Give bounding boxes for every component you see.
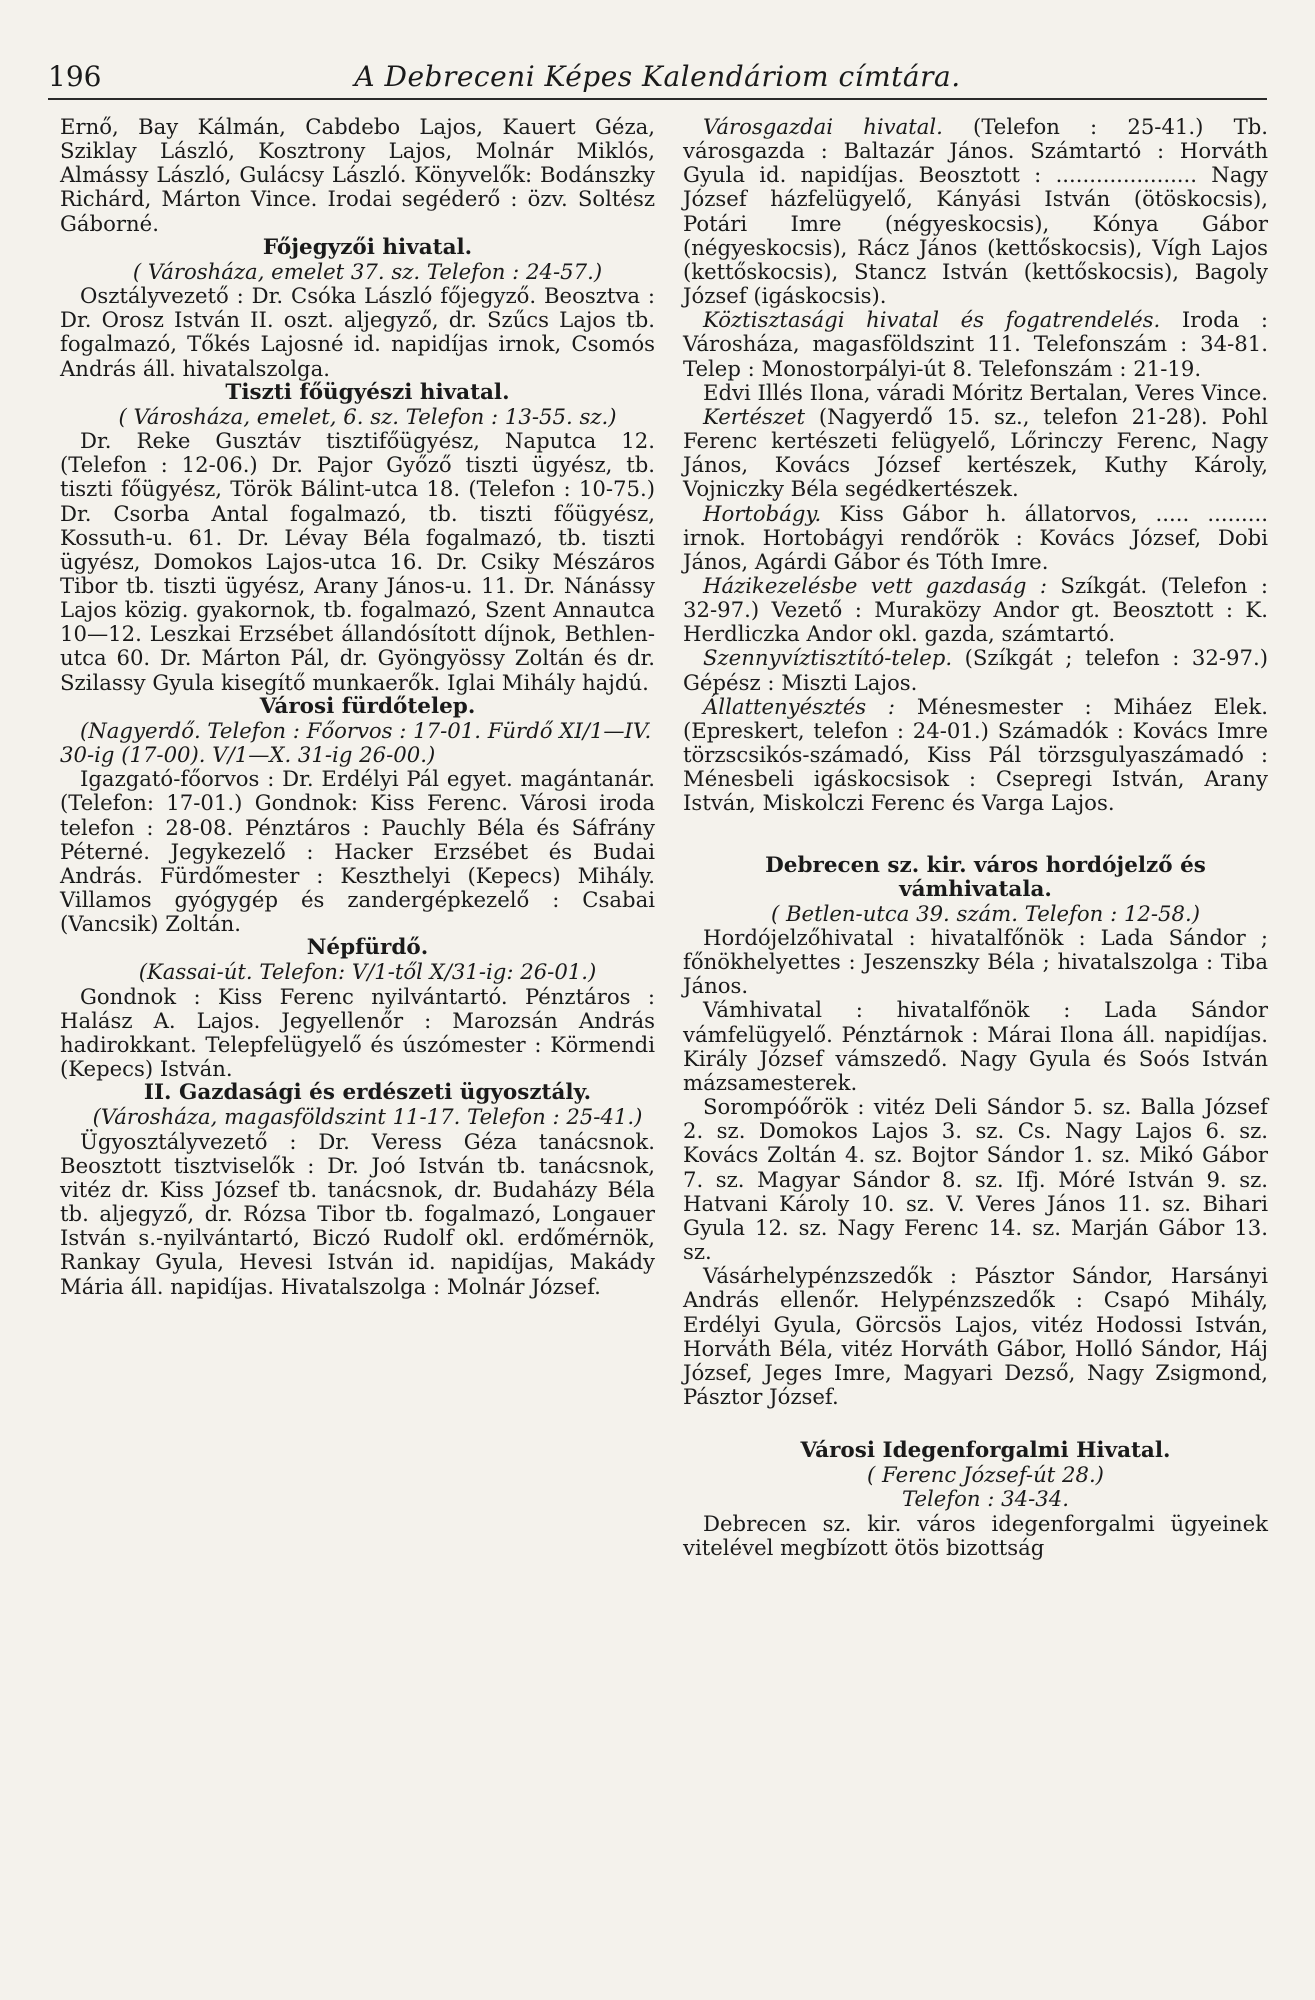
section-title-nepfurdo: Népfürdő. (306, 935, 429, 961)
intro-paragraph: Ernő, Bay Kálmán, Cabdebo Lajos, Kauert Géza, Sziklay László, Kosztrony Lajos, Molnár Miklós, Almássy László, Gulácsy László. Könyvelők: Bodánszky Richárd, Márton Vince. Irodai segéderő : özv. Soltész Gáborné. (60, 114, 655, 236)
section-body-gazdasagi: Ügyosztályvezető : Dr. Veress Géza tanácsnok. Beosztott tisztviselők : Dr. Joó István tb. tanácsnok, vitéz dr. Kiss József tb. tanácsnok, dr. Budaházy Béla tb. aljegyző, dr. Rózsa Tibor tb. fogalmazó, Longauer István s.-nyilvántartó, Biczó Rudolf okl. erdőmérnök, Rankay Gyula, Hevesi István id. napidíjas, Makády Mária áll. napidíjas. Hivatalszolga : Molnár József. (60, 1128, 655, 1299)
paragraph-varosgazdai (683, 115, 1268, 308)
paragraph-koztisztasagi (683, 308, 1268, 380)
section-address-idegenforgalmi: ( Ferenc József-út 28.) (867, 1462, 1104, 1488)
text-varosgazdai: (Telefon : 25-41.) Tb. városgazda : Baltazár János. Számtartó : Horváth Gyula id. napidíjas. Beosztott : ..................... Nagy József házfelügyelő, Kányási István (ötöskocsis), Potári Imre (négyeskocsis), Kónya Gábor (négyeskocsis), Rácz János (kettőskocsis), Vígh Lajos (kettőskocsis), Stancz István (kettőskocsis), Bagoly József (igáskocsis). (683, 114, 1268, 309)
text-hortobagy: Kiss Gábor h. állatorvos, ..... ......... irnok. Hortobágyi rendőrök : Kovács József, Dobi János, Agárdi Gábor és Tóth Imre. (683, 500, 1268, 574)
section-address-fojegyzoi: ( Városháza, emelet 37. sz. Telefon : 24-57.) (132, 258, 603, 284)
section-body-hordojelzo-3: Sorompóőrök : vitéz Deli Sándor 5. sz. Balla József 2. sz. Domokos Lajos 3. sz. Cs. Nagy Lajos 6. sz. Kovács Zoltán 4. sz. Bojtor Sándor 1. sz. Mikó Gábor 7. sz. Magyar Sándor 8. sz. Ifj. Móré István 9. sz. Hatvani Károly 10. sz. V. Veres János 11. sz. Bihari Gyula 12. sz. Nagy Ferenc 14. sz. Marján Gábor 13. sz. (683, 1094, 1268, 1265)
section-address-hordojelzo: ( Betlen-utca 39. szám. Telefon : 12-58.) (770, 900, 1201, 926)
paragraph-kerteszet (683, 405, 1268, 502)
paragraph-hortobagy (683, 502, 1268, 574)
text-koztisztasagi: Iroda : Városháza, magasföldszint 11. Telefonszám : 34-81. Telep : Monostorpályi-út 8. Telefonszám : 21-19. (683, 307, 1269, 381)
section-address-furdotelep: (Nagyerdő. Telefon : Főorvos : 17-01. Fürdő XI/1—IV. 30-ig (17-00). V/1—X. 31-ig 26-00.) (60, 717, 652, 768)
section-title-fojegyzoi: Főjegyzői hivatal. (262, 234, 473, 260)
section-body-nepfurdo: Gondnok : Kiss Ferenc nyilvántartó. Pénztáros : Halász A. Lajos. Jegyellenőr : Marozsán András hadirokkant. Telepfelügyelő és úszómester : Körmendi (Kepecs) István. (60, 983, 655, 1082)
section-address-nepfurdo: (Kassai-út. Telefon: V/1-től X/31-ig: 26-01.) (138, 959, 597, 985)
text-allattenyesztes: Ménesmester : Miháez Elek. (Epreskert, telefon : 24-01.) Számadók : Kovács Imre törzscsikós-számadó, Kiss Pál törzsgulyaszámadó : Ménesbeli igáskocsisok : Csepregi István, Arany István, Miskolczi Ferenc és Varga Lajos. (683, 693, 1268, 816)
page-number: 196 (48, 60, 102, 93)
section-body-idegenforgalmi: Debrecen sz. kir. város idegenforgalmi ügyeinek vitelével megbízott ötös bizottság (683, 1510, 1268, 1560)
section-title-idegenforgalmi: Városi Idegenforgalmi Hivatal. (800, 1438, 1171, 1464)
heading-hortobagy: Hortobágy. (703, 500, 822, 526)
section-body-hordojelzo-4: Vásárhelypénzszedők : Pásztor Sándor, Harsányi András ellenőr. Helypénzszedők : Csapó Mihály, Erdélyi Gyula, Görcsös Lajos, vitéz Hodossi István, Horváth Béla, vitéz Horváth Gábor, Holló Sándor, Háj József, Jeges Imre, Magyari Dezső, Nagy Zsigmond, Pásztor József. (683, 1263, 1268, 1409)
right-column (683, 115, 1268, 1560)
section-title-gazdasagi: II. Gazdasági és erdészeti ügyosztály. (143, 1080, 592, 1106)
heading-szennyviz: Szennyvíztisztító-telep. (703, 645, 953, 671)
section-address-gazdasagi: (Városháza, magasföldszint 11-17. Telefon : 25-41.) (92, 1104, 643, 1130)
section-body-furdotelep: Igazgató-főorvos : Dr. Erdélyi Pál egyet. magántanár. (Telefon: 17-01.) Gondnok: Kiss Ferenc. Városi iroda telefon : 28-08. Pénztáros : Pauchly Béla és Sáfrány Péterné. Jegykezelő : Hacker Erzsébet és Budai András. Fürdőmester : Keszthelyi (Kepecs) Mihály. Villamos gyógygép és zandergépkezelő : Csabai (Vancsik) Zoltán. (60, 766, 655, 937)
text-kerteszet: (Nagyerdő 15. sz., telefon 21-28). Pohl Ferenc kertészeti felügyelő, Lőrinczy Ferenc, Nagy János, Kovács József kertészek, Kuthy Károly, Vojniczky Béla segédkertészek. (683, 403, 1268, 502)
heading-varosgazdai: Városgazdai hivatal. (703, 114, 943, 139)
section-body-fojegyzoi: Osztályvezető : Dr. Csóka László főjegyző. Beosztva : Dr. Orosz István II. oszt. aljegyző, dr. Szűcs Lajos tb. fogalmazó, Tőkés Lajosné id. napidíjas irnok, Csomós András áll. hivatalszolga. (60, 283, 655, 381)
section-body-tiszti-fougyeszi: Dr. Reke Gusztáv tisztifőügyész, Naputca 12. (Telefon : 12-06.) Dr. Pajor Győző tiszti ügyész, tb. tiszti főügyész, Török Bálint-utca 18. (Telefon : 10-75.) Dr. Csorba Antal fogalmazó, tb. tiszti főügyész, Kossuth-u. 61. Dr. Lévay Béla fogalmazó, tb. tiszti ügyész, Domokos Lajos-utca 16. Dr. Csiky Mészáros Tibor tb. tiszti ügyész, Arany János-u. 11. Dr. Nánássy Lajos közig. gyakornok, tb. fogalmazó, Szent Annautca 10—12. Leszkai Erzsébet állandósított díjnok, Bethlen-utca 60. Dr. Márton Pál, dr. Gyöngyössy Zoltán és dr. Szilassy Gyula kisegítő munkaerők. Iglai Mihály hajdú. (60, 428, 655, 695)
heading-hazikezeles: Házikezelésbe vett gazdaság : (703, 572, 1047, 598)
paragraph-allattenyesztes (683, 695, 1268, 816)
heading-kerteszet: Kertészet (703, 403, 806, 429)
section-phone-idegenforgalmi: Telefon : 34-34. (901, 1486, 1069, 1512)
text-szennyviz: (Szíkgát ; telefon : 32-97.) Gépész : Miszti Lajos. (683, 645, 1268, 695)
section-body-hordojelzo-2: Vámhivatal : hivatalfőnök : Lada Sándor vámfelügyelő. Pénztárnok : Márai Ilona áll. napidíjas. Király József vámszedő. Nagy Gyula és Soós István mázsamesterek. (683, 997, 1268, 1095)
section-body-hordojelzo-1: Hordójelzőhivatal : hivatalfőnök : Lada Sándor ; főnökhelyettes : Jeszenszky Béla ; hivatalszolga : Tiba János. (683, 925, 1268, 999)
paragraph-szennyviz (683, 646, 1268, 694)
section-title-tiszti-fougyeszi: Tiszti főügyészi hivatal. (225, 379, 510, 405)
running-title: A Debreceni Képes Kalendáriom címtára. (354, 60, 961, 93)
section-title-hordojelzo: Debrecen sz. kir. város hordójelző és vámhivatala. (765, 852, 1206, 902)
heading-allattenyesztes: Állattenyésztés : (703, 693, 896, 719)
section-title-furdotelep: Városi fürdőtelep. (259, 693, 476, 719)
page-header (48, 58, 1267, 100)
section-address-tiszti-fougyeszi: ( Városháza, emelet, 6. sz. Telefon : 13-55. sz.) (118, 403, 617, 429)
paragraph-staff-list: Edvi Illés Ilona, váradi Móritz Bertalan, Veres Vince. (703, 379, 1268, 405)
text-hazikezeles: Szíkgát. (Telefon : 32-97.) Vezető : Muraközy Andor gt. Beosztott : K. Herdliczka Andor okl. gazda, számtartó. (683, 572, 1268, 647)
heading-koztisztasagi: Köztisztasági hivatal és fogatrendelés. (703, 307, 1161, 333)
paragraph-hazikezeles (683, 574, 1268, 646)
left-column (60, 115, 655, 1299)
